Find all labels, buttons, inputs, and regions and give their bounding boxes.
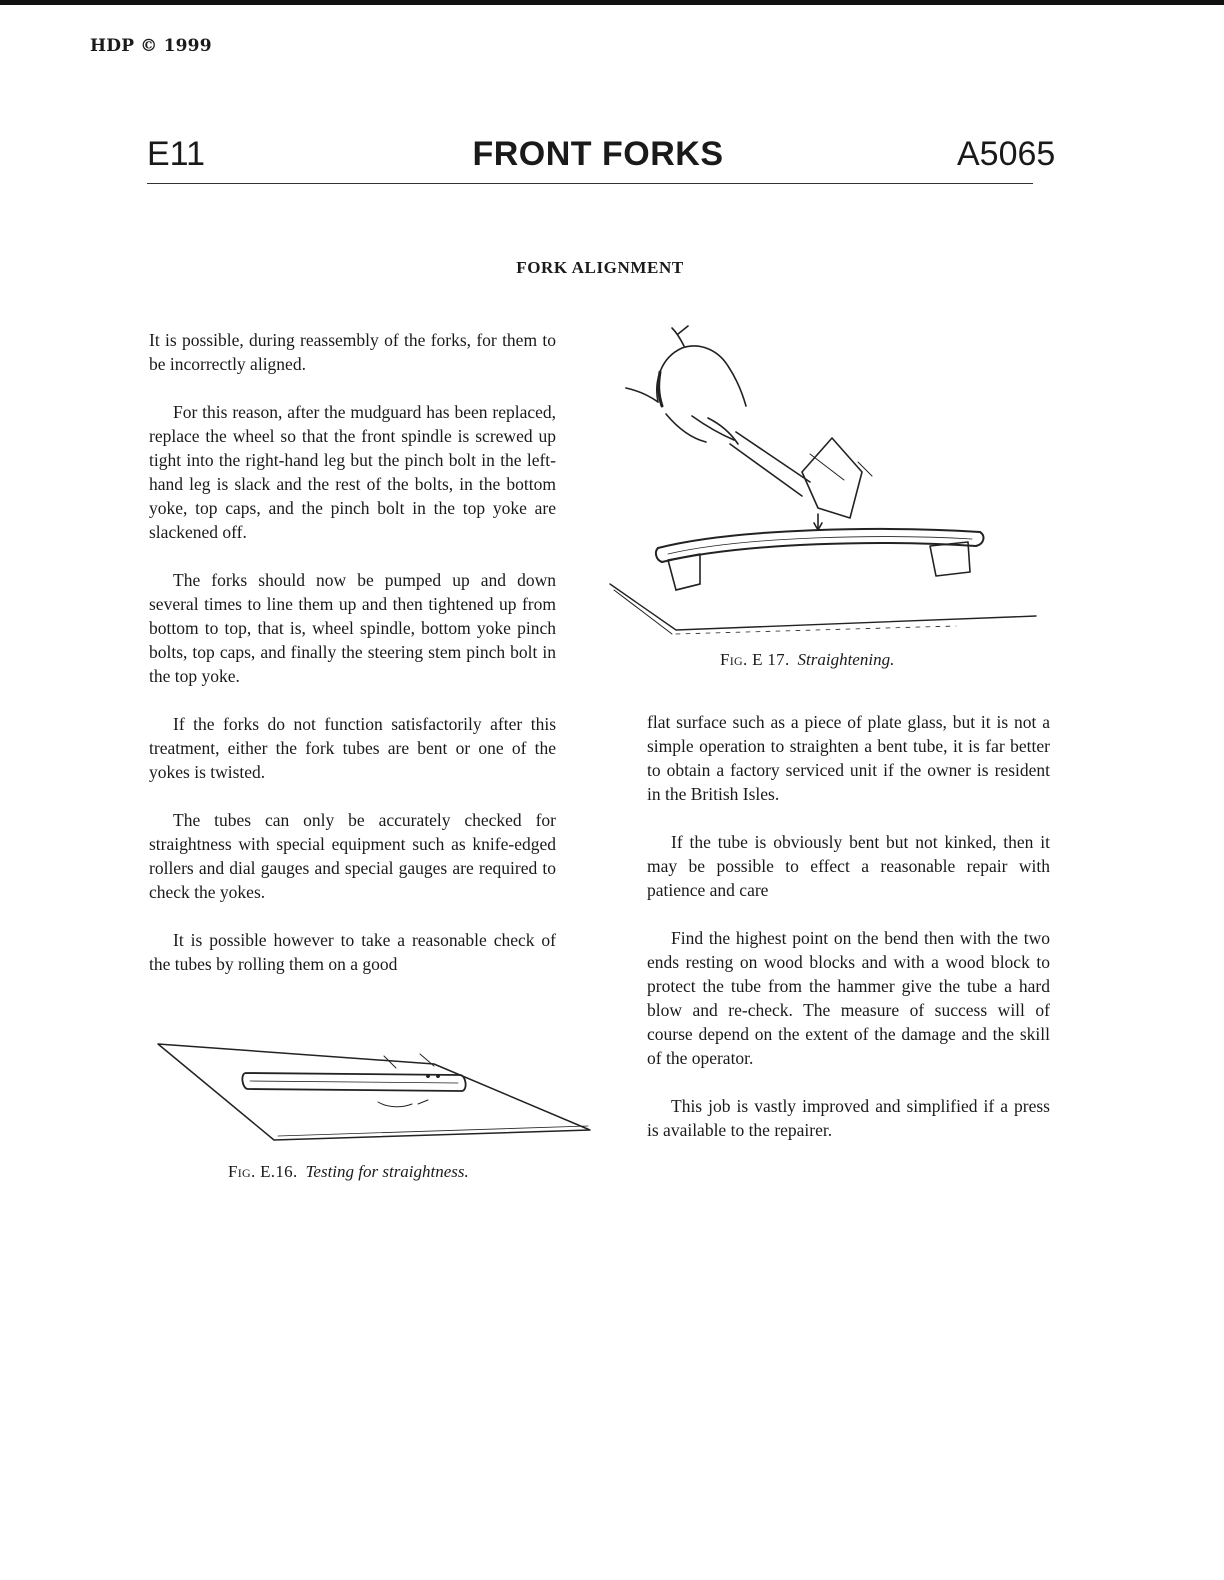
paragraph: If the tube is obviously bent but not kinked, then it may be possible to effect a reasonable repair with patience and care [647, 832, 1050, 900]
header-rule [147, 183, 1033, 184]
paragraph: Find the highest point on the bend then with the two ends resting on wood blocks and with a wood block to protect the tube from the hammer give the tube a hard blow and re-check. The measure of success will of course depend on the extent of the damage and the skill of the operator. [647, 928, 1050, 1068]
paragraph: It is possible, during reassembly of the forks, for them to be incorrectly aligned. [149, 330, 556, 374]
figure-caption [720, 650, 894, 670]
left-column [149, 328, 556, 1000]
figure-straightening-illustration [596, 322, 1048, 640]
paragraph: The forks should now be pumped up and down several times to line them up and then tightened up from bottom to top, that is, wheel spindle, bottom yoke pinch bolts, top caps, and finally the steering stem pinch bolt in the top yoke. [149, 570, 556, 686]
section-code: E11 [147, 135, 205, 173]
paragraph: For this reason, after the mudguard has been replaced, replace the wheel so that the front spindle is screwed up tight into the right-hand leg but the pinch bolt in the left-hand leg is slack and the rest of the bolts, in the bottom yoke, top caps, and the pinch bolt in the top yoke are slackened off. [149, 402, 556, 542]
copyright-notice: HDP © 1999 [90, 36, 212, 56]
figure-label: Fig. E.16. [228, 1162, 298, 1181]
page-top-border [0, 0, 1224, 5]
section-title: FORK ALIGNMENT [516, 258, 684, 277]
paragraph: If the forks do not function satisfactorily after this treatment, either the fork tubes are bent or one of the yokes is twisted. [149, 714, 556, 782]
paragraph: The tubes can only be accurately checked for straightness with special equipment such as knife-edged rollers and dial gauges and special gauges are required to check the yokes. [149, 810, 556, 902]
paragraph: It is possible however to take a reasonable check of the tubes by rolling them on a good [149, 930, 556, 974]
part-number: A5065 [957, 135, 1056, 173]
figure-label: Fig. E 17. [720, 650, 790, 669]
right-column [647, 710, 1050, 1166]
figure-testing-straightness-illustration [150, 1036, 594, 1146]
figure-caption-text: Straightening. [797, 650, 895, 669]
figure-caption [228, 1162, 469, 1182]
paragraph: This job is vastly improved and simplified if a press is available to the repairer. [647, 1096, 1050, 1140]
page-title: FRONT FORKS [472, 135, 724, 173]
paragraph: flat surface such as a piece of plate glass, but it is not a simple operation to straighten a bent tube, it is far better to obtain a factory serviced unit if the owner is resident in the British Isles. [647, 712, 1050, 804]
figure-caption-text: Testing for straightness. [305, 1162, 469, 1181]
